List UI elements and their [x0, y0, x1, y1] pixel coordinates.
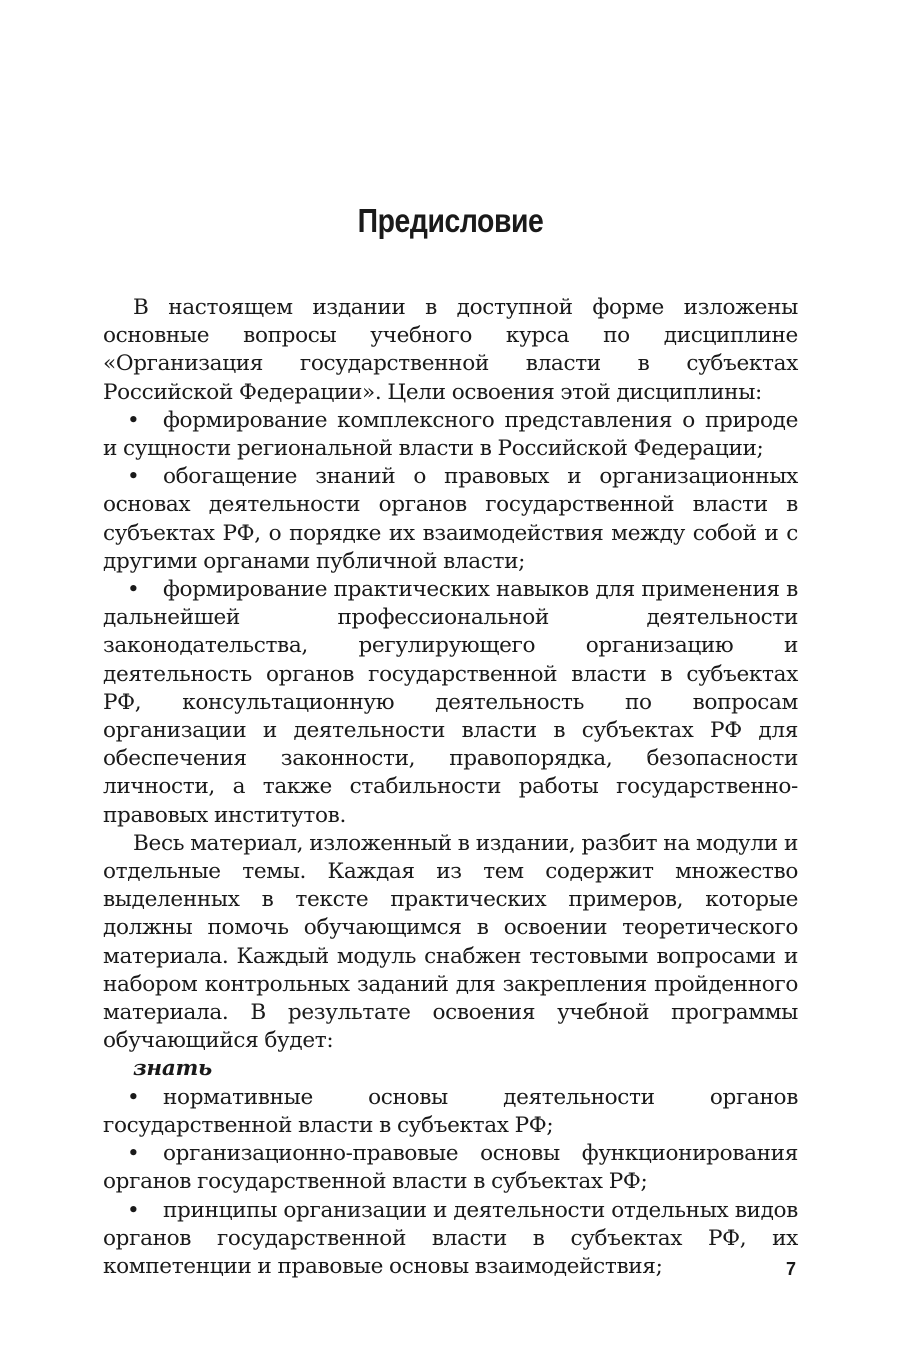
page-number: 7 — [786, 1259, 797, 1279]
bullet-icon: • — [127, 1084, 140, 1110]
goal-item: • обогащение знаний о правовых и организационных основах деятельности органов государственной власти в субъектах РФ, о порядке их взаимодействия между собой и с другими органами публичной власти; — [103, 464, 798, 574]
bullet-icon: • — [127, 407, 140, 433]
bullet-icon: • — [127, 577, 140, 603]
structure-paragraph: Весь материал, изложенный в издании, разбит на модули и отдельные темы. Каждая из тем содержит множество выделенных в тексте практических примеров, которые должны помочь обучающимся в освоении теоретического материала. Каждый модуль снабжен тестовыми вопросами и набором контрольных заданий для закрепления пройденного материала. В результате освоения учебной программы обучающийся будет: — [103, 830, 798, 1054]
goal-item: • формирование практических навыков для применения в дальнейшей профессиональной деятельности законодательства, регулирующего организацию и деятельность органов государственной власти в субъектах РФ, консультационную деятельность по вопросам организации и деятельности власти в субъектах РФ для обеспечения законности, правопорядка, безопасности личности, а также стабильности работы государственно-правовых институтов. — [103, 577, 798, 828]
page-title: Предисловие — [357, 202, 544, 239]
know-item: • принципы организации и деятельности отдельных видов органов государственной власти в субъектах РФ, их компетенции и правовые основы взаимодействия; — [103, 1197, 798, 1279]
bullet-icon: • — [127, 1197, 140, 1223]
goal-item: • формирование комплексного представления о природе и сущности региональной власти в Российской Федерации; — [103, 407, 798, 462]
know-item: • организационно-правовые основы функционирования органов государственной власти в субъектах РФ; — [103, 1141, 798, 1195]
bullet-icon: • — [127, 1141, 140, 1167]
body-text — [103, 294, 798, 1281]
intro-paragraph: В настоящем издании в доступной форме изложены основные вопросы учебного курса по дисциплине «Организация государственной власти в субъектах Российской Федерации». Цели освоения этой дисциплины: — [103, 295, 798, 405]
know-label: знать — [133, 1056, 212, 1082]
know-item: • нормативные основы деятельности органов государственной власти в субъектах РФ; — [103, 1084, 798, 1138]
bullet-icon: • — [127, 464, 140, 490]
